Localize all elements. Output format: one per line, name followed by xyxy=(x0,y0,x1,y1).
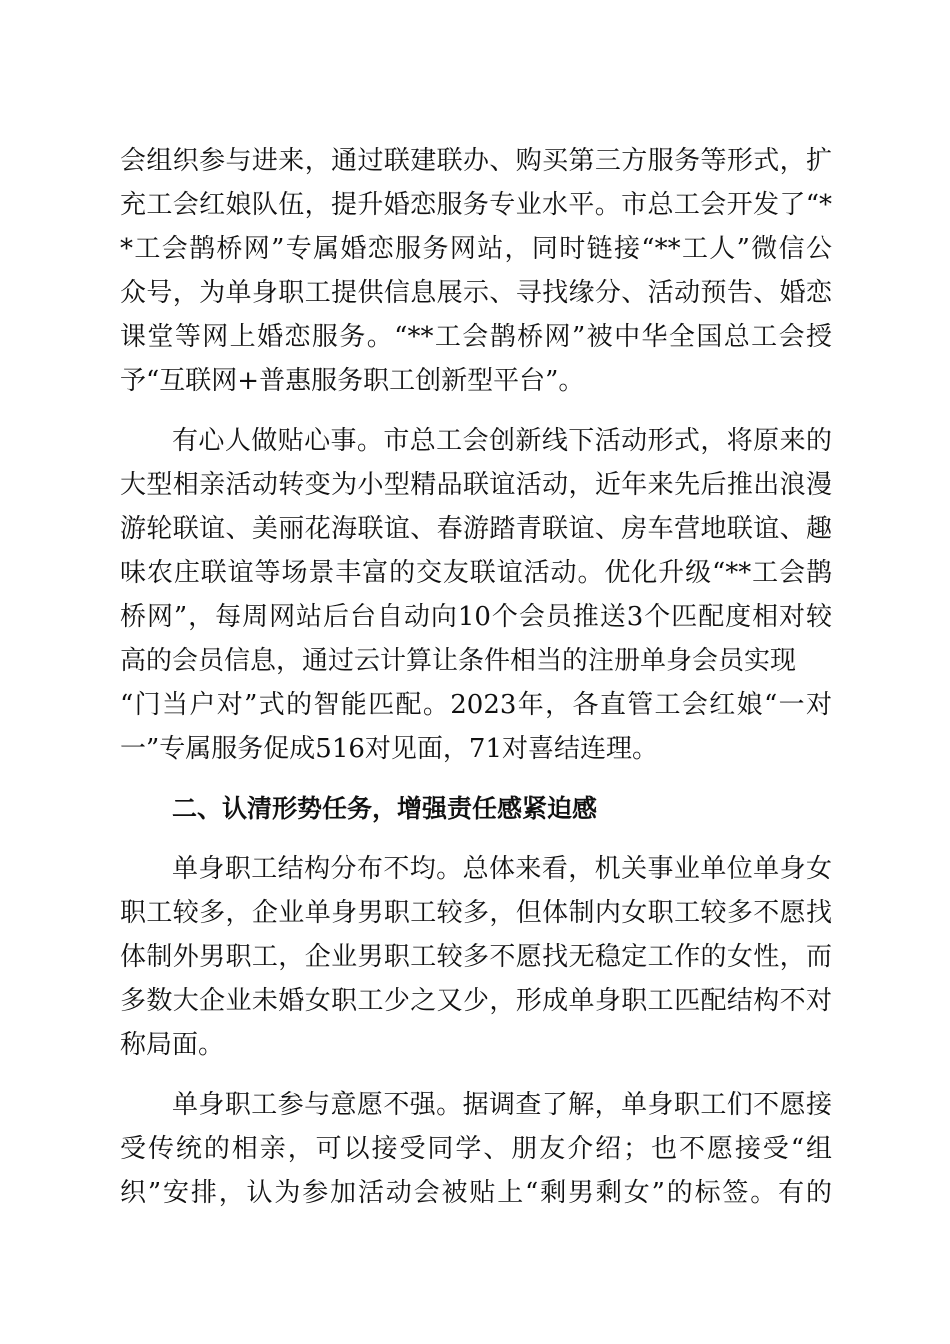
text-line: 充工会红娘队伍，提升婚恋服务专业水平。市总工会开发了“* xyxy=(120,190,832,220)
section-heading: 二、认清形势任务，增强责任感紧迫感 xyxy=(172,794,598,823)
text-line: 会组织参与进来，通过联建联办、购买第三方服务等形式，扩 xyxy=(120,146,832,176)
text-line: 单身职工参与意愿不强。据调查了解，单身职工们不愿接 xyxy=(172,1090,832,1120)
text-line: 高的会员信息，通过云计算让条件相当的注册单身会员实现 xyxy=(120,646,797,676)
text-line: 众号，为单身职工提供信息展示、寻找缘分、活动预告、婚恋 xyxy=(120,278,832,308)
text-line: 课堂等网上婚恋服务。“**工会鹊桥网”被中华全国总工会授 xyxy=(120,322,832,352)
text-line: 予“互联网+普惠服务职工创新型平台”。 xyxy=(120,366,585,396)
section-heading-block xyxy=(120,787,832,831)
text-line: 一”专属服务促成516对见面，71对喜结连理。 xyxy=(120,734,659,764)
paragraph-2 xyxy=(120,419,832,771)
text-line: 多数大企业未婚女职工少之又少，形成单身职工匹配结构不对 xyxy=(120,986,832,1016)
text-line: 大型相亲活动转变为小型精品联谊活动，近年来先后推出浪漫 xyxy=(120,470,832,500)
text-line: *工会鹊桥网”专属婚恋服务网站，同时链接“**工人”微信公 xyxy=(120,234,832,264)
text-line: “门当户对”式的智能匹配。2023年，各直管工会红娘“一对 xyxy=(120,690,832,720)
text-line: 受传统的相亲，可以接受同学、朋友介绍；也不愿接受“组 xyxy=(120,1134,832,1164)
text-line: 单身职工结构分布不均。总体来看，机关事业单位单身女 xyxy=(172,854,832,884)
paragraph-1 xyxy=(120,139,832,403)
paragraph-3 xyxy=(120,847,832,1067)
document-body xyxy=(120,139,832,1215)
text-line: 味农庄联谊等场景丰富的交友联谊活动。优化升级“**工会鹊 xyxy=(120,558,832,588)
text-line: 职工较多，企业单身男职工较多，但体制内女职工较多不愿找 xyxy=(120,898,832,928)
text-line: 桥网”，每周网站后台自动向10个会员推送3个匹配度相对较 xyxy=(120,602,832,632)
text-line: 体制外男职工，企业男职工较多不愿找无稳定工作的女性，而 xyxy=(120,942,832,972)
text-line: 游轮联谊、美丽花海联谊、春游踏青联谊、房车营地联谊、趣 xyxy=(120,514,832,544)
text-line: 有心人做贴心事。市总工会创新线下活动形式，将原来的 xyxy=(172,426,832,456)
text-line: 称局面。 xyxy=(120,1030,225,1060)
text-line: 织”安排，认为参加活动会被贴上“剩男剩女”的标签。有的 xyxy=(120,1178,832,1208)
paragraph-4 xyxy=(120,1083,832,1215)
